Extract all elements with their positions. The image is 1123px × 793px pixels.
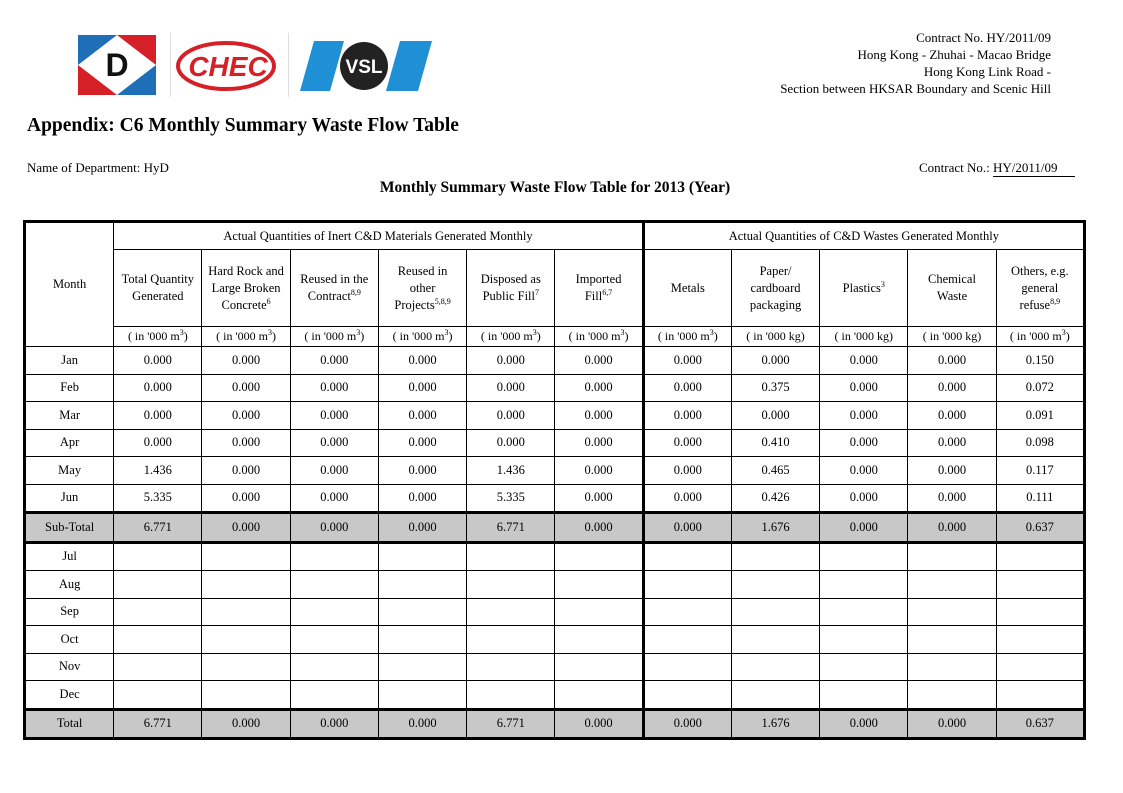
unit-text-end: ) bbox=[536, 329, 541, 343]
department-name: Name of Department: HyD bbox=[27, 160, 169, 175]
value-cell: 0.000 bbox=[820, 709, 908, 739]
value-cell bbox=[996, 598, 1084, 626]
value-cell: 0.000 bbox=[202, 347, 290, 375]
svg-text:CHEC: CHEC bbox=[188, 51, 268, 82]
unit-text-end: ) bbox=[183, 329, 188, 343]
value-cell: 0.000 bbox=[820, 513, 908, 543]
value-cell: 0.000 bbox=[467, 429, 555, 457]
column-header bbox=[555, 250, 643, 327]
column-header-text: Reused in bbox=[397, 263, 448, 278]
value-cell: 0.000 bbox=[378, 402, 466, 430]
value-cell bbox=[643, 681, 731, 710]
contract-info-line: Hong Kong - Zhuhai - Macao Bridge bbox=[857, 47, 1051, 62]
value-cell: 0.000 bbox=[290, 513, 378, 543]
month-cell: Jan bbox=[25, 347, 114, 375]
column-header-text: Generated bbox=[132, 289, 184, 303]
column-header-text: Disposed as bbox=[480, 272, 541, 286]
column-header-text: Waste bbox=[936, 289, 968, 303]
value-cell: 0.000 bbox=[908, 457, 996, 485]
logo-divider bbox=[288, 33, 289, 97]
value-cell bbox=[114, 598, 202, 626]
value-cell bbox=[996, 626, 1084, 654]
value-cell: 0.000 bbox=[467, 347, 555, 375]
value-cell bbox=[820, 598, 908, 626]
value-cell bbox=[731, 542, 819, 571]
unit-text: ( in '000 m bbox=[127, 329, 180, 343]
column-header-text: cardboard bbox=[750, 280, 801, 295]
value-cell bbox=[820, 571, 908, 599]
month-cell: Jun bbox=[25, 484, 114, 513]
value-cell: 0.000 bbox=[555, 457, 643, 485]
value-cell: 0.000 bbox=[378, 513, 466, 543]
value-cell: 0.000 bbox=[908, 484, 996, 513]
value-cell bbox=[290, 542, 378, 571]
chec-logo bbox=[176, 41, 276, 91]
unit-text: ( in '000 m bbox=[657, 329, 710, 343]
footnote-ref: 7 bbox=[535, 287, 540, 297]
value-cell: 1.676 bbox=[731, 709, 819, 739]
value-cell: 0.000 bbox=[290, 402, 378, 430]
value-cell: 0.000 bbox=[908, 709, 996, 739]
value-cell bbox=[643, 626, 731, 654]
unit-text: ( in '000 kg) bbox=[922, 329, 982, 343]
value-cell: 0.000 bbox=[378, 347, 466, 375]
value-cell bbox=[290, 681, 378, 710]
value-cell: 0.000 bbox=[378, 374, 466, 402]
table-row bbox=[25, 484, 1085, 513]
value-cell: 0.000 bbox=[202, 709, 290, 739]
value-cell: 0.000 bbox=[908, 429, 996, 457]
value-cell: 0.000 bbox=[114, 374, 202, 402]
value-cell bbox=[908, 653, 996, 681]
unit-text: ( in '000 m bbox=[216, 329, 268, 343]
contract-number bbox=[919, 160, 1075, 177]
value-cell bbox=[996, 571, 1084, 599]
value-cell: 0.117 bbox=[996, 457, 1084, 485]
value-cell bbox=[908, 681, 996, 710]
value-cell: 0.000 bbox=[202, 513, 290, 543]
table-row bbox=[25, 402, 1085, 430]
value-cell: 0.000 bbox=[555, 402, 643, 430]
value-cell bbox=[378, 542, 466, 571]
value-cell bbox=[202, 653, 290, 681]
value-cell: 1.436 bbox=[467, 457, 555, 485]
svg-text:D: D bbox=[105, 47, 129, 83]
value-cell: 0.000 bbox=[114, 402, 202, 430]
value-cell: 0.410 bbox=[731, 429, 819, 457]
value-cell bbox=[467, 598, 555, 626]
value-cell: 0.000 bbox=[820, 347, 908, 375]
column-header bbox=[202, 250, 290, 327]
unit-cell bbox=[555, 327, 643, 347]
value-cell bbox=[643, 653, 731, 681]
value-cell bbox=[908, 626, 996, 654]
value-cell: 0.000 bbox=[908, 347, 996, 375]
value-cell bbox=[467, 626, 555, 654]
value-cell: 0.000 bbox=[290, 457, 378, 485]
contract-info-line: Hong Kong Link Road - bbox=[923, 64, 1051, 79]
value-cell: 0.375 bbox=[731, 374, 819, 402]
value-cell: 0.000 bbox=[555, 513, 643, 543]
contract-info-line: Contract No. HY/2011/09 bbox=[916, 30, 1051, 45]
value-cell: 0.000 bbox=[908, 513, 996, 543]
table-row bbox=[25, 681, 1085, 710]
unit-cell bbox=[820, 327, 908, 347]
column-header-text: Public Fill bbox=[482, 289, 536, 303]
column-header bbox=[820, 250, 908, 327]
table-title: Monthly Summary Waste Flow Table for 2013 (Year) bbox=[379, 179, 731, 196]
value-cell bbox=[820, 653, 908, 681]
column-header-text: Projects bbox=[394, 297, 435, 312]
value-cell bbox=[731, 626, 819, 654]
unit-cell bbox=[908, 327, 996, 347]
month-cell: May bbox=[25, 457, 114, 485]
column-header-text: Imported bbox=[575, 272, 622, 286]
column-header-text: Metals bbox=[670, 280, 705, 295]
value-cell: 0.000 bbox=[290, 347, 378, 375]
value-cell bbox=[114, 542, 202, 571]
value-cell: 0.000 bbox=[290, 484, 378, 513]
value-cell: 0.000 bbox=[555, 429, 643, 457]
value-cell: 0.000 bbox=[378, 709, 466, 739]
month-cell: Oct bbox=[25, 626, 114, 654]
value-cell: 0.000 bbox=[378, 457, 466, 485]
value-cell bbox=[467, 653, 555, 681]
dragages-logo bbox=[78, 35, 156, 95]
month-cell: Sub-Total bbox=[25, 513, 114, 543]
column-header-text: Paper/ bbox=[759, 263, 792, 278]
contract-info-block bbox=[780, 29, 1051, 97]
column-header bbox=[643, 250, 731, 327]
unit-text: ( in '000 kg) bbox=[746, 329, 805, 343]
inert-group-header: Actual Quantities of Inert C&D Materials Generated Monthly bbox=[114, 222, 643, 250]
value-cell bbox=[908, 542, 996, 571]
table-row bbox=[25, 542, 1085, 571]
column-header bbox=[467, 250, 555, 327]
column-header-row bbox=[25, 250, 1085, 327]
value-cell bbox=[996, 542, 1084, 571]
column-header bbox=[378, 250, 466, 327]
value-cell bbox=[202, 542, 290, 571]
column-header-text: Plastics bbox=[842, 280, 881, 295]
column-header-text: Fill bbox=[584, 289, 603, 303]
logo-divider bbox=[170, 33, 171, 97]
value-cell: 0.000 bbox=[114, 429, 202, 457]
value-cell: 0.000 bbox=[555, 374, 643, 402]
unit-cell bbox=[290, 327, 378, 347]
value-cell: 0.465 bbox=[731, 457, 819, 485]
value-cell bbox=[731, 681, 819, 710]
unit-exponent: 3 bbox=[444, 328, 449, 337]
value-cell: 0.000 bbox=[908, 374, 996, 402]
group-header-row bbox=[25, 222, 1085, 250]
value-cell bbox=[731, 571, 819, 599]
value-cell bbox=[820, 626, 908, 654]
value-cell bbox=[555, 626, 643, 654]
month-cell: Nov bbox=[25, 653, 114, 681]
value-cell: 0.000 bbox=[378, 484, 466, 513]
value-cell: 6.771 bbox=[114, 709, 202, 739]
month-cell: Dec bbox=[25, 681, 114, 710]
value-cell bbox=[114, 681, 202, 710]
value-cell bbox=[555, 542, 643, 571]
value-cell bbox=[996, 653, 1084, 681]
value-cell: 0.426 bbox=[731, 484, 819, 513]
value-cell bbox=[290, 598, 378, 626]
value-cell bbox=[378, 598, 466, 626]
value-cell bbox=[467, 542, 555, 571]
unit-cell bbox=[643, 327, 731, 347]
value-cell bbox=[202, 598, 290, 626]
unit-text-end: ) bbox=[624, 329, 629, 343]
table-row bbox=[25, 374, 1085, 402]
value-cell bbox=[643, 571, 731, 599]
value-cell: 0.000 bbox=[731, 347, 819, 375]
column-header-text: Hard Rock and bbox=[208, 263, 284, 278]
value-cell: 0.000 bbox=[290, 429, 378, 457]
unit-exponent: 3 bbox=[709, 328, 714, 337]
value-cell: 0.000 bbox=[202, 402, 290, 430]
value-cell: 0.000 bbox=[643, 347, 731, 375]
unit-text: ( in '000 m bbox=[1009, 329, 1062, 343]
unit-cell bbox=[114, 327, 202, 347]
value-cell bbox=[555, 571, 643, 599]
month-cell: Mar bbox=[25, 402, 114, 430]
table-row bbox=[25, 457, 1085, 485]
value-cell: 0.000 bbox=[467, 402, 555, 430]
table-row bbox=[25, 653, 1085, 681]
vsl-logo bbox=[300, 39, 432, 93]
value-cell: 0.000 bbox=[467, 374, 555, 402]
month-cell: Feb bbox=[25, 374, 114, 402]
value-cell: 0.000 bbox=[643, 429, 731, 457]
unit-text-end: ) bbox=[1065, 329, 1070, 343]
month-cell: Aug bbox=[25, 571, 114, 599]
value-cell bbox=[202, 681, 290, 710]
value-cell: 0.000 bbox=[643, 709, 731, 739]
value-cell: 0.000 bbox=[643, 402, 731, 430]
value-cell bbox=[467, 681, 555, 710]
unit-text: ( in '000 m bbox=[480, 329, 533, 343]
unit-text: ( in '000 m bbox=[392, 329, 445, 343]
column-header-text: Others, e.g. bbox=[1011, 263, 1069, 278]
value-cell bbox=[114, 653, 202, 681]
column-header bbox=[996, 250, 1084, 327]
value-cell bbox=[643, 542, 731, 571]
value-cell: 0.000 bbox=[202, 374, 290, 402]
footnote-ref: 3 bbox=[880, 279, 885, 289]
value-cell: 0.637 bbox=[996, 709, 1084, 739]
value-cell: 0.000 bbox=[202, 457, 290, 485]
table-row bbox=[25, 347, 1085, 375]
column-header-text: Chemical bbox=[928, 272, 976, 286]
value-cell: 6.771 bbox=[467, 709, 555, 739]
column-header-text: Reused in the bbox=[300, 272, 369, 286]
value-cell: 0.000 bbox=[290, 709, 378, 739]
value-cell: 0.000 bbox=[820, 457, 908, 485]
column-header-text: Concrete bbox=[221, 297, 267, 312]
value-cell: 0.000 bbox=[820, 374, 908, 402]
month-cell: Apr bbox=[25, 429, 114, 457]
value-cell: 0.000 bbox=[643, 374, 731, 402]
unit-cell bbox=[731, 327, 819, 347]
value-cell bbox=[114, 571, 202, 599]
value-cell: 6.771 bbox=[114, 513, 202, 543]
unit-cell bbox=[996, 327, 1084, 347]
unit-exponent: 3 bbox=[1061, 328, 1066, 337]
column-header-text: refuse bbox=[1019, 297, 1051, 312]
value-cell bbox=[996, 681, 1084, 710]
contract-number-label: Contract No.: bbox=[919, 160, 990, 175]
value-cell bbox=[555, 598, 643, 626]
value-cell bbox=[467, 571, 555, 599]
value-cell bbox=[290, 626, 378, 654]
column-header bbox=[731, 250, 819, 327]
contract-number-value: HY/2011/09 bbox=[993, 160, 1075, 177]
value-cell: 0.072 bbox=[996, 374, 1084, 402]
unit-text-end: ) bbox=[713, 329, 718, 343]
month-cell: Sep bbox=[25, 598, 114, 626]
unit-cell bbox=[378, 327, 466, 347]
value-cell bbox=[731, 598, 819, 626]
column-header bbox=[908, 250, 996, 327]
value-cell: 0.000 bbox=[202, 429, 290, 457]
table-row bbox=[25, 571, 1085, 599]
table-row bbox=[25, 626, 1085, 654]
value-cell: 0.098 bbox=[996, 429, 1084, 457]
table-row bbox=[25, 598, 1085, 626]
month-cell: Jul bbox=[25, 542, 114, 571]
value-cell: 0.000 bbox=[378, 429, 466, 457]
value-cell bbox=[643, 598, 731, 626]
column-header-text: Contract bbox=[307, 289, 351, 303]
value-cell: 0.000 bbox=[555, 709, 643, 739]
value-cell bbox=[820, 681, 908, 710]
value-cell bbox=[378, 626, 466, 654]
value-cell: 0.000 bbox=[820, 429, 908, 457]
unit-exponent: 3 bbox=[268, 328, 272, 337]
unit-text: ( in '000 m bbox=[304, 329, 357, 343]
value-cell: 0.000 bbox=[555, 484, 643, 513]
footnote-ref: 6 bbox=[266, 296, 271, 306]
value-cell: 5.335 bbox=[114, 484, 202, 513]
month-cell: Total bbox=[25, 709, 114, 739]
footnote-ref: 5,8,9 bbox=[434, 296, 451, 306]
column-header-text: Large Broken bbox=[211, 280, 281, 295]
value-cell: 0.000 bbox=[643, 513, 731, 543]
value-cell: 0.000 bbox=[820, 402, 908, 430]
value-cell bbox=[378, 653, 466, 681]
value-cell bbox=[820, 542, 908, 571]
unit-text: ( in '000 kg) bbox=[834, 329, 894, 343]
svg-text:VSL: VSL bbox=[345, 57, 383, 78]
table-row bbox=[25, 429, 1085, 457]
unit-text-end: ) bbox=[360, 329, 365, 343]
value-cell bbox=[731, 653, 819, 681]
value-cell: 0.000 bbox=[114, 347, 202, 375]
value-cell bbox=[908, 571, 996, 599]
column-header-text: other bbox=[409, 280, 436, 295]
value-cell: 0.000 bbox=[290, 374, 378, 402]
value-cell: 6.771 bbox=[467, 513, 555, 543]
company-logos bbox=[78, 33, 438, 97]
value-cell: 5.335 bbox=[467, 484, 555, 513]
waste-group-header: Actual Quantities of C&D Wastes Generated Monthly bbox=[643, 222, 1084, 250]
footnote-ref: 6,7 bbox=[602, 287, 613, 297]
value-cell: 0.000 bbox=[643, 457, 731, 485]
value-cell bbox=[378, 571, 466, 599]
value-cell: 0.000 bbox=[908, 402, 996, 430]
value-cell: 0.000 bbox=[202, 484, 290, 513]
unit-text: ( in '000 m bbox=[568, 329, 621, 343]
unit-cell bbox=[467, 327, 555, 347]
subtotal-row bbox=[25, 513, 1085, 543]
value-cell: 0.091 bbox=[996, 402, 1084, 430]
value-cell bbox=[202, 571, 290, 599]
footnote-ref: 8,9 bbox=[350, 287, 361, 297]
value-cell bbox=[202, 626, 290, 654]
contract-info-line: Section between HKSAR Boundary and Scenic Hill bbox=[780, 81, 1051, 96]
unit-text-end: ) bbox=[272, 329, 276, 343]
total-row bbox=[25, 709, 1085, 739]
value-cell bbox=[908, 598, 996, 626]
column-header bbox=[290, 250, 378, 327]
value-cell: 1.436 bbox=[114, 457, 202, 485]
value-cell: 0.000 bbox=[820, 484, 908, 513]
appendix-title: Appendix: C6 Monthly Summary Waste Flow Table bbox=[27, 115, 459, 136]
units-row bbox=[25, 327, 1085, 347]
value-cell: 0.111 bbox=[996, 484, 1084, 513]
unit-exponent: 3 bbox=[532, 328, 537, 337]
unit-exponent: 3 bbox=[179, 328, 184, 337]
column-header-text: packaging bbox=[749, 297, 802, 312]
column-header-text: Total Quantity bbox=[121, 272, 195, 286]
column-header bbox=[114, 250, 202, 327]
waste-flow-table bbox=[23, 220, 1086, 740]
value-cell bbox=[290, 653, 378, 681]
value-cell bbox=[290, 571, 378, 599]
unit-exponent: 3 bbox=[356, 328, 361, 337]
column-header-text: general bbox=[1021, 280, 1059, 295]
month-header: Month bbox=[25, 222, 114, 347]
footnote-ref: 8,9 bbox=[1050, 296, 1061, 306]
value-cell bbox=[114, 626, 202, 654]
value-cell: 0.000 bbox=[555, 347, 643, 375]
value-cell: 0.150 bbox=[996, 347, 1084, 375]
value-cell: 0.000 bbox=[731, 402, 819, 430]
value-cell bbox=[378, 681, 466, 710]
unit-text-end: ) bbox=[448, 329, 453, 343]
value-cell bbox=[555, 681, 643, 710]
value-cell: 0.000 bbox=[643, 484, 731, 513]
value-cell bbox=[555, 653, 643, 681]
unit-cell bbox=[202, 327, 290, 347]
value-cell: 0.637 bbox=[996, 513, 1084, 543]
unit-exponent: 3 bbox=[620, 328, 625, 337]
value-cell: 1.676 bbox=[731, 513, 819, 543]
